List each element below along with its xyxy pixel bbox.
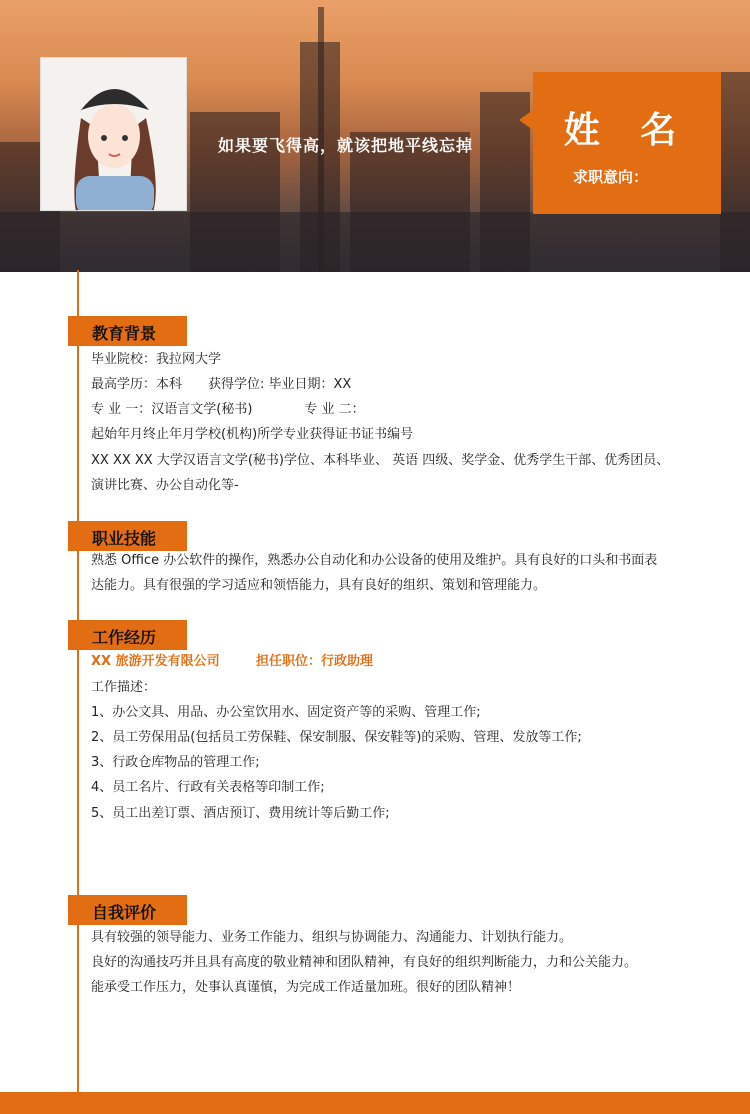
avatar-photo <box>40 57 187 211</box>
edu-line: 起始年月终止年月学校(机构)所学专业获得证书证书编号 <box>91 427 414 442</box>
edu-line: 最高学历：本科 获得学位: 毕业日期：XX <box>91 377 352 392</box>
work-position: 担任职位：行政助理 <box>256 654 374 669</box>
work-line: 工作描述： <box>91 680 157 695</box>
skills-line: 熟悉 Office 办公软件的操作，熟悉办公自动化和办公设备的使用及维护。具有良好的口头和书面表 <box>91 553 658 568</box>
section-skills-title: 职业技能 <box>68 521 187 551</box>
work-line: 3、行政仓库物品的管理工作; <box>91 755 260 770</box>
section-work-title: 工作经历 <box>68 620 187 650</box>
self-line: 良好的沟通技巧并且具有高度的敬业精神和团队精神，有良好的组织判断能力，力和公关能力。 <box>91 955 638 970</box>
self-line: 能承受工作压力，处事认真谨慎，为完成工作适量加班。很好的团队精神！ <box>91 980 521 995</box>
self-line: 具有较强的领导能力、业务工作能力、组织与协调能力、沟通能力、计划执行能力。 <box>91 930 573 945</box>
edu-line: XX XX XX 大学汉语言文学(秘书)学位、本科毕业、 英语 四级、奖学金、优秀学生干部、优秀团员、 <box>91 453 670 468</box>
footer-bar <box>0 1092 750 1114</box>
name-box <box>533 72 721 214</box>
timeline-line <box>77 270 79 1092</box>
section-education-title: 教育背景 <box>68 316 187 346</box>
work-line: 5、员工出差订票、酒店预订、费用统计等后勤工作; <box>91 806 390 821</box>
motto: 如果要飞得高，就该把地平线忘掉 <box>218 136 474 155</box>
work-line: 1、办公文具、用品、办公室饮用水、固定资产等的采购、管理工作; <box>91 705 481 720</box>
edu-line: 演讲比赛、办公自动化等- <box>91 478 239 493</box>
edu-line: 专 业 一：汉语言文学(秘书) 专 业 二： <box>91 402 365 417</box>
work-line: 4、员工名片、行政有关表格等印制工作; <box>91 780 325 795</box>
edu-line: 毕业院校：我拉网大学 <box>91 352 222 367</box>
job-intent: 求职意向： <box>573 168 649 186</box>
work-company: XX 旅游开发有限公司 <box>91 654 220 669</box>
name: 姓 名 <box>563 110 691 151</box>
header-banner <box>0 0 750 272</box>
work-line: 2、员工劳保用品(包括员工劳保鞋、保安制服、保安鞋等)的采购、管理、发放等工作; <box>91 730 582 745</box>
skills-line: 达能力。具有很强的学习适应和领悟能力，具有良好的组织、策划和管理能力。 <box>91 578 547 593</box>
section-self-title: 自我评价 <box>68 895 187 925</box>
